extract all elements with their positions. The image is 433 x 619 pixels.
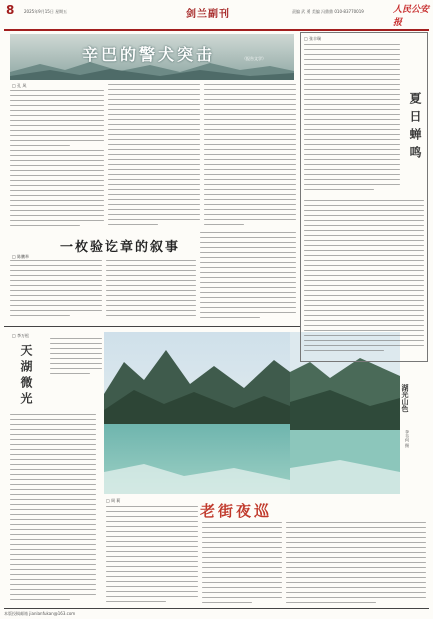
night-patrol-body-col3	[286, 522, 426, 606]
second-article-byline: □ 陈鹏举	[12, 254, 30, 259]
lead-article-title: 辛巴的警犬突击	[82, 45, 216, 64]
second-article-title: 一枚验讫章的叙事	[60, 240, 181, 255]
date-line: 2025年9月15日 星期五	[24, 9, 68, 14]
section-divider	[4, 326, 300, 327]
summer-poem-byline: □ 张丰瑞	[304, 36, 322, 41]
summer-poem-body-bottom	[304, 200, 424, 356]
header-rule	[4, 29, 429, 31]
poem-intro-text	[50, 338, 102, 378]
column-title: 剑兰副刊	[186, 9, 230, 20]
editor-line: 责编 武 勇 美编 冯鼎鼎 010-83770019	[292, 9, 364, 14]
newspaper-logo: 人民公安报	[393, 5, 430, 28]
lake-photo	[104, 332, 290, 494]
night-patrol-byline: □ 周 莉	[106, 498, 121, 503]
lead-article-byline: □ 孔 风	[12, 83, 27, 88]
lead-title-banner	[10, 34, 294, 80]
summer-poem-body-top	[304, 44, 400, 196]
poem-body	[10, 414, 96, 606]
lead-article-body-col2	[108, 84, 200, 228]
footer-text: 本版投稿邮箱 jianlanfukan@163.com	[4, 611, 76, 616]
second-article-body-col3	[200, 232, 296, 324]
page-number: 8	[6, 3, 15, 17]
second-article-body-col1	[10, 260, 102, 320]
lead-article-body-col3	[204, 84, 296, 228]
poem-byline: □ 李万松	[12, 333, 30, 338]
second-article-body-col2	[106, 260, 196, 320]
lead-article-genre: （报告文学）	[242, 56, 266, 61]
night-patrol-title: 老街夜巡	[200, 502, 273, 520]
photo-caption-author: 李韦何 摄	[405, 430, 410, 448]
night-patrol-body-col1	[106, 506, 198, 606]
summer-poem-title: 夏日蝉鸣	[408, 92, 422, 164]
lead-article-body-col1	[10, 90, 104, 228]
night-patrol-body-col2	[202, 522, 282, 606]
footer-rule	[4, 608, 429, 609]
photo-caption-title: 湖光山色	[401, 384, 410, 412]
poem-title: 天湖微光	[19, 344, 33, 408]
page-header	[0, 0, 433, 30]
